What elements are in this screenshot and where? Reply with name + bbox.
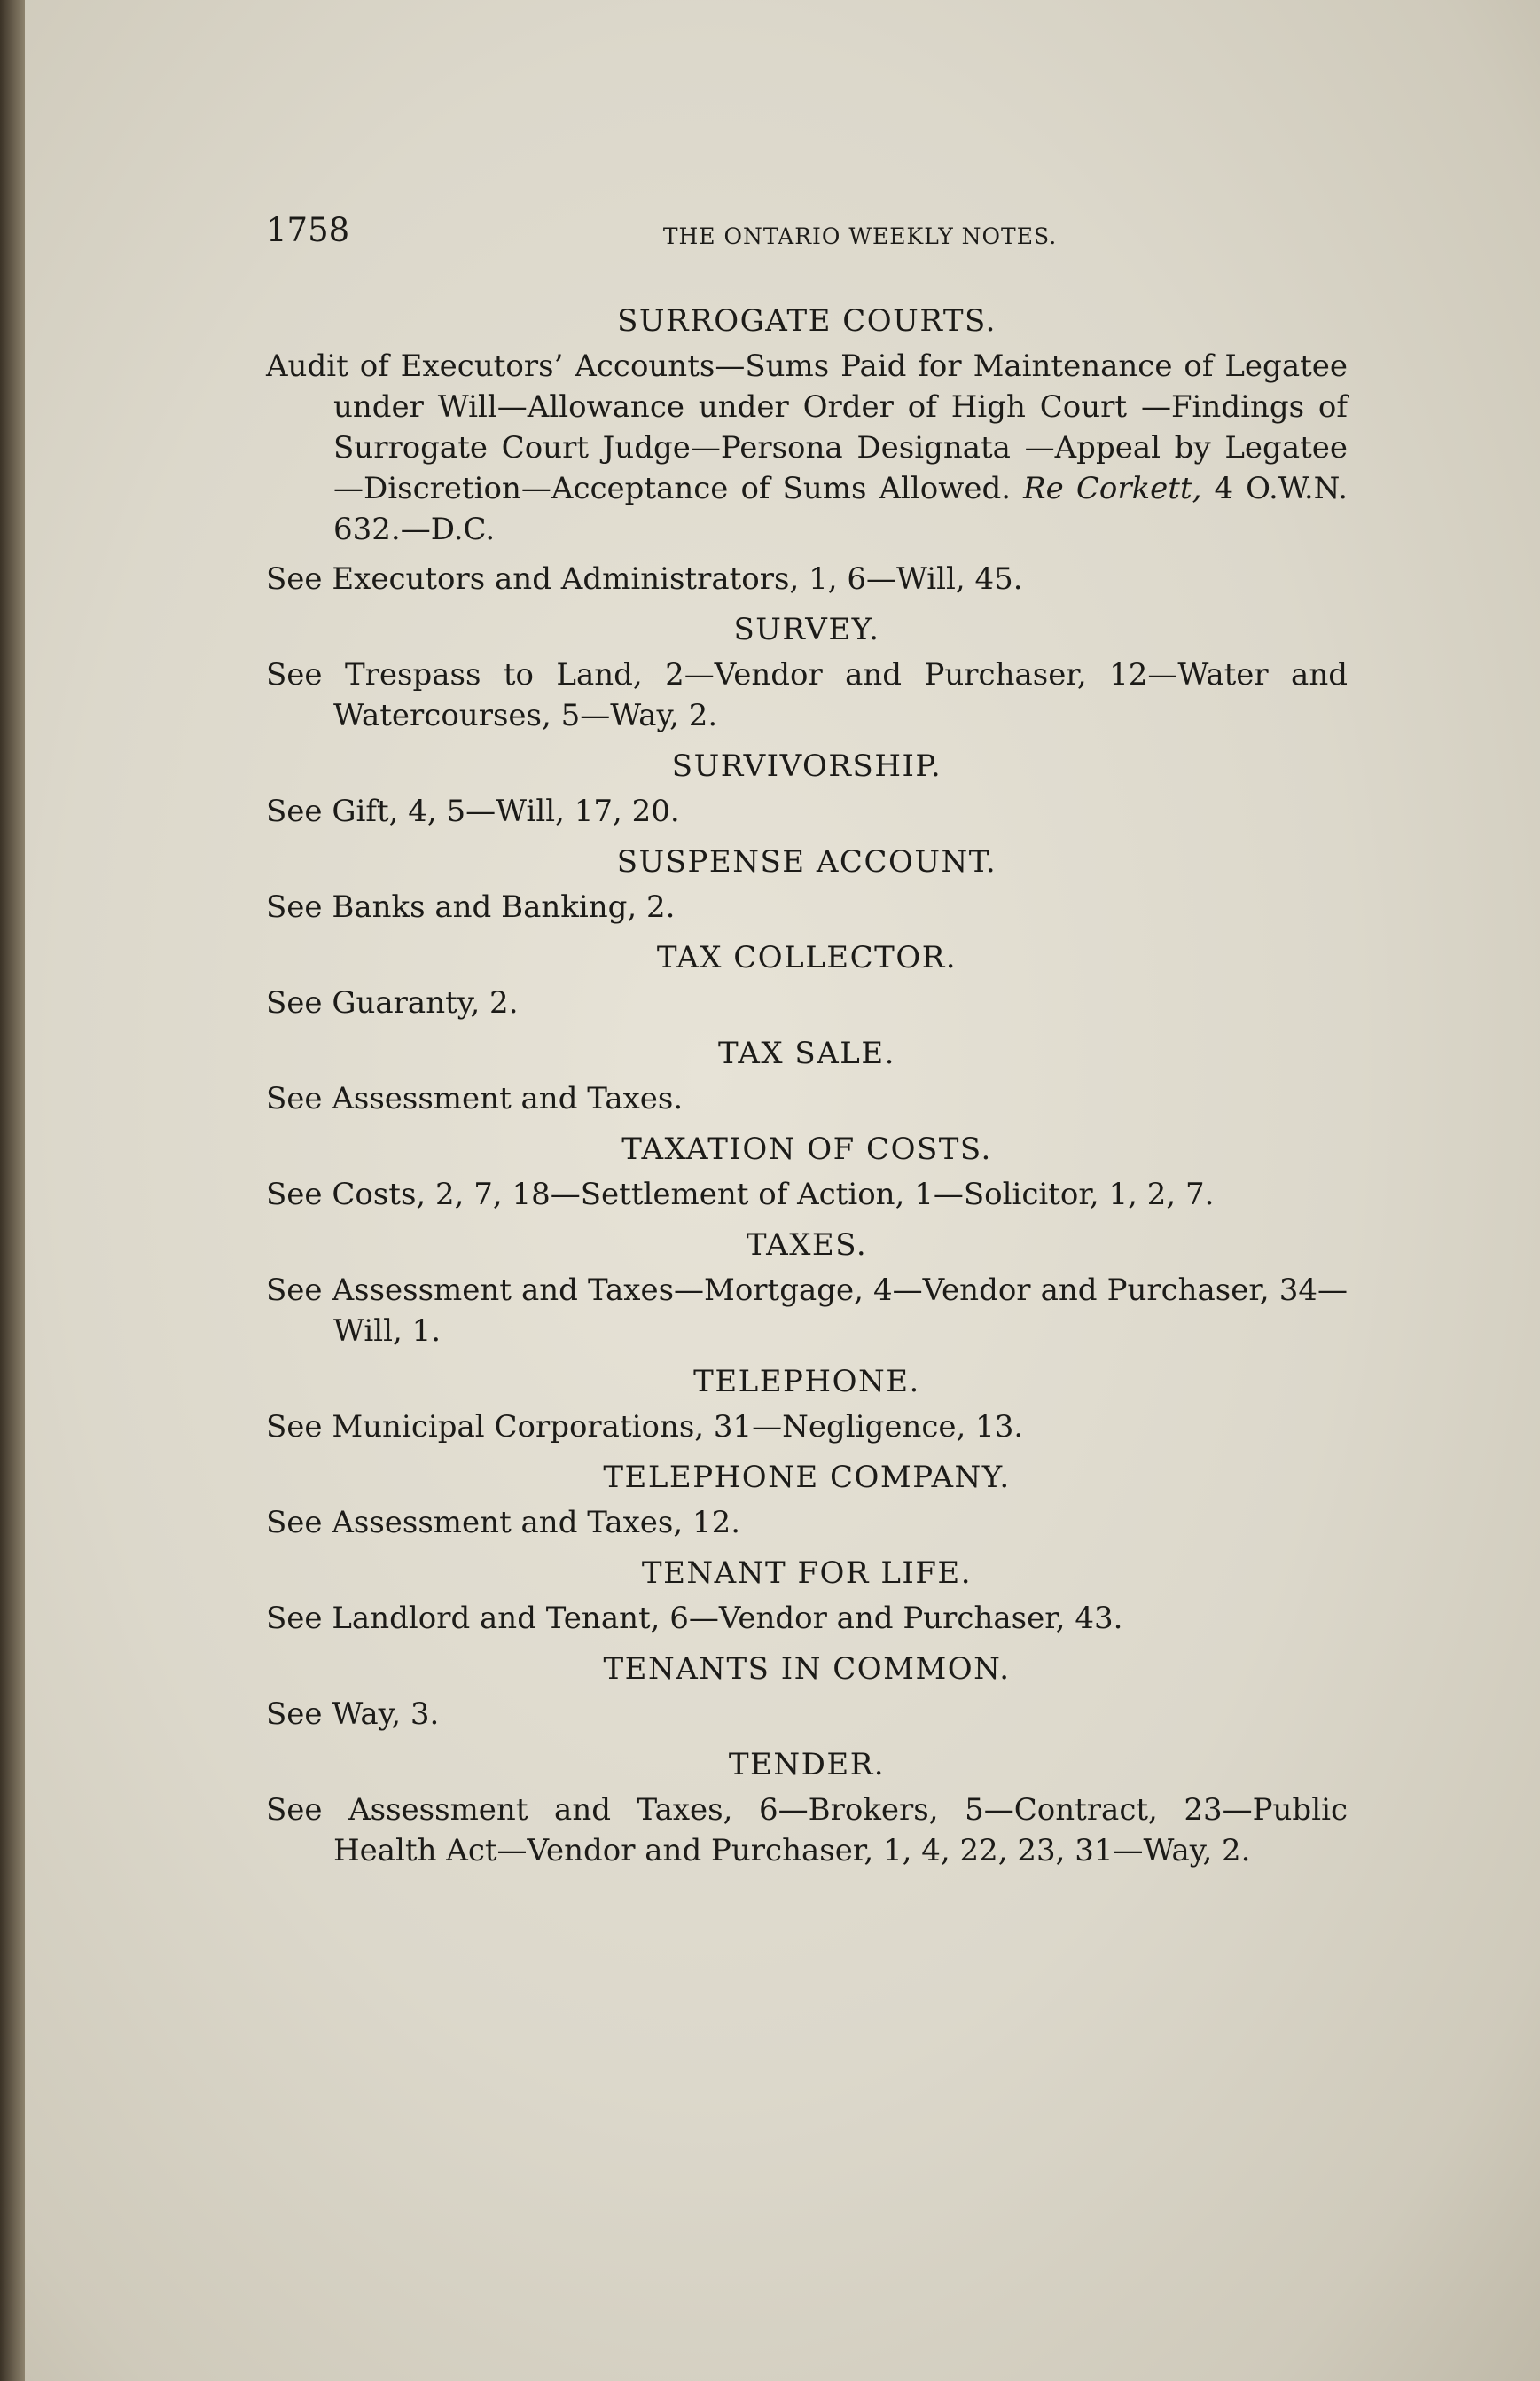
section-heading: SURROGATE COURTS. (617, 303, 997, 339)
section-heading: TENDER. (728, 1747, 886, 1782)
index-entry: See Municipal Corporations, 31—Negligence, 13. (266, 1409, 1024, 1445)
index-entry: See Gift, 4, 5—Will, 17, 20. (266, 794, 680, 829)
page-header (266, 211, 1348, 255)
section-heading: SURVEY. (733, 612, 880, 647)
index-entry: See Assessment and Taxes. (266, 1081, 684, 1116)
section-heading: TAX SALE. (718, 1036, 895, 1071)
index-entry: See Landlord and Tenant, 6—Vendor and Purchaser, 43. (266, 1601, 1123, 1636)
case-name: Re Corkett, (1023, 471, 1202, 506)
book-spine-shadow (0, 0, 25, 2381)
index-entry: See Assessment and Taxes, 12. (266, 1505, 741, 1540)
section-heading: TAXATION OF COSTS. (621, 1132, 992, 1167)
index-entry: See Assessment and Taxes—Mortgage, 4—Vendor and Purchaser, 34—Will, 1. (266, 1273, 1348, 1349)
page-number: 1758 (266, 211, 350, 249)
index-entry: See Trespass to Land, 2—Vendor and Purchaser, 12—Water and Watercourses, 5—Way, 2. (266, 657, 1348, 733)
section-heading: TAX COLLECTOR. (656, 940, 958, 975)
book-page (25, 0, 1540, 2381)
index-entry: See Assessment and Taxes, 6—Brokers, 5—Contract, 23—Public Health Act—Vendor and Purchaser, 1, 4, 22, 23, 31—Way, 2. (266, 1792, 1348, 1868)
entry-text: Audit of Executors’ Accounts—Sums Paid for Maintenance of Legatee under Will—Allowance under Order of High Court —Findings of Surrogate Court Judge—Persona Designata —Appeal by Legatee—Discretion—Acceptance of Sums Allowed. (266, 349, 1348, 506)
index-entry: See Costs, 2, 7, 18—Settlement of Action, 1—Solicitor, 1, 2, 7. (266, 1177, 1215, 1212)
running-title: THE ONTARIO WEEKLY NOTES. (662, 223, 1058, 249)
section-heading: TELEPHONE. (693, 1364, 920, 1399)
index-entry: See Guaranty, 2. (266, 985, 519, 1021)
section-heading: TAXES. (746, 1227, 868, 1263)
section-heading: SURVIVORSHIP. (671, 748, 942, 784)
section-heading: SUSPENSE ACCOUNT. (616, 844, 997, 880)
section-heading: TELEPHONE COMPANY. (603, 1460, 1011, 1495)
index-entry (266, 346, 1348, 550)
section-heading: TENANTS IN COMMON. (603, 1651, 1011, 1687)
index-content (266, 291, 1348, 1880)
index-entry: See Way, 3. (266, 1696, 440, 1732)
index-entry: See Executors and Administrators, 1, 6—Will, 45. (266, 561, 1023, 597)
section-heading: TENANT FOR LIFE. (641, 1555, 973, 1591)
index-entry: See Banks and Banking, 2. (266, 889, 676, 925)
entry-citation: 4 O.W.N. 632.—D.C. (333, 471, 1348, 547)
